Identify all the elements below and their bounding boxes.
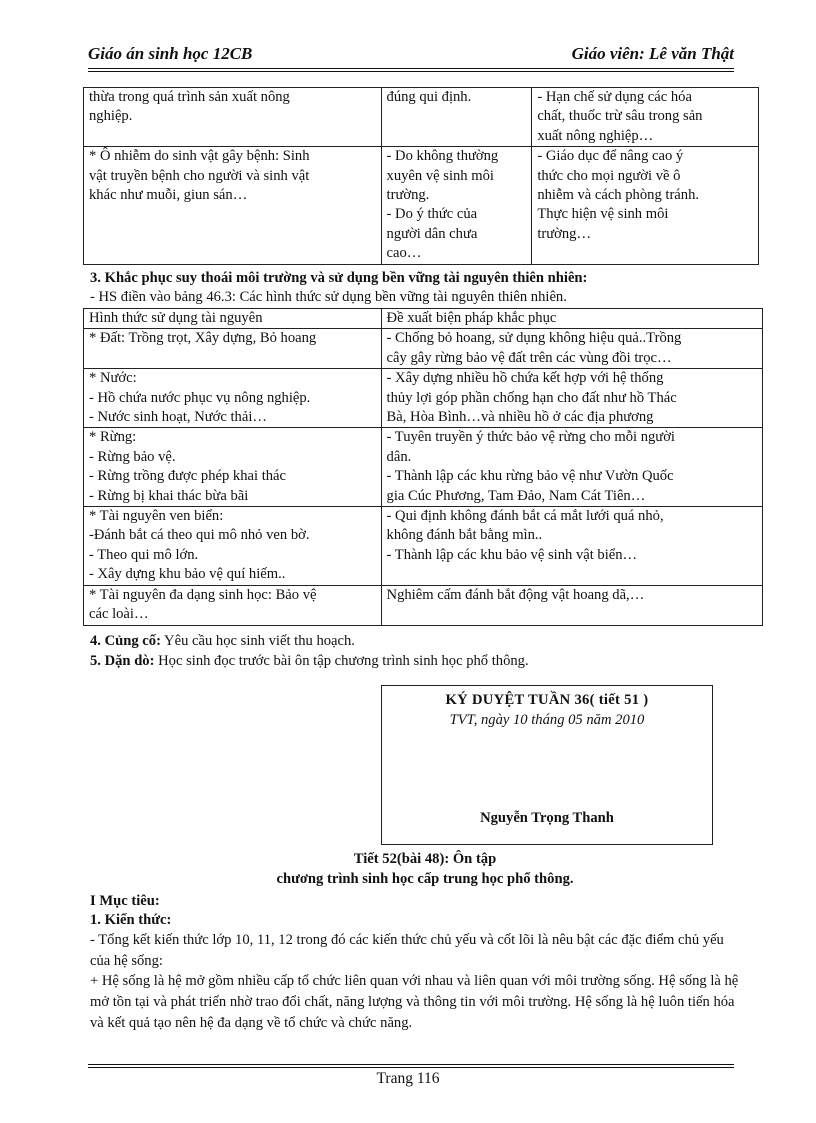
table-cell: [84, 329, 382, 369]
cell-text-line: xuyên vệ sinh môi: [386, 167, 494, 184]
section-3-intro: - HS điền vào bảng 46.3: Các hình thức sử dụng bền vững tài nguyên thiên nhiên.: [90, 289, 567, 305]
pollution-table: [83, 87, 759, 265]
table-cell: [381, 147, 532, 264]
lesson-subtitle: chương trình sinh học cấp trung học phổ thông.: [276, 871, 574, 887]
table-row: [84, 329, 763, 369]
cell-text-line: - Qui định không đánh bắt cá mắt lưới quá nhỏ,: [386, 508, 664, 525]
cell-text-line: * Đất: Trồng trọt, Xây dựng, Bỏ hoang: [89, 330, 317, 347]
cell-text-line: vật truyền bệnh cho người và sinh vật: [89, 167, 310, 184]
table-cell: [381, 428, 762, 507]
table-cell: [381, 88, 532, 147]
page-number: Trang 116: [376, 1070, 440, 1087]
cell-text-line: * Nước:: [89, 370, 137, 387]
cell-text-line: * Rừng:: [89, 429, 137, 446]
approval-box: [381, 685, 713, 845]
cell-text-line: nhiễm và cách phòng tránh.: [537, 187, 700, 204]
cell-text-line: người dân chưa: [386, 225, 478, 242]
table-cell: [84, 147, 382, 264]
cell-text-line: trường…: [537, 225, 592, 242]
cell-text-line: đúng qui định.: [386, 89, 472, 105]
cell-text-line: không đánh bắt bằng mìn..: [386, 527, 543, 544]
cell-text-line: -Đánh bắt cá theo qui mô nhỏ ven bờ.: [89, 527, 310, 544]
cell-text-line: - Chống bỏ hoang, sử dụng không hiệu quả..Trồng: [386, 330, 682, 347]
section-3-title: 3. Khắc phục suy thoái môi trường và sử dụng bền vững tài nguyên thiên nhiên:: [90, 270, 588, 286]
objectives-heading: I Mục tiêu:: [90, 893, 160, 909]
table-header-row: [84, 309, 763, 329]
header-teacher-name: Giáo viên: Lê văn Thật: [571, 44, 734, 63]
approval-date: TVT, ngày 10 tháng 05 năm 2010: [449, 712, 645, 728]
table-cell: [532, 88, 759, 147]
header-lesson-plan-title: Giáo án sinh học 12CB: [88, 44, 253, 63]
cell-text-line: Thực hiện vệ sinh môi: [537, 206, 669, 223]
cell-text-line: thủy lợi góp phần chống hạn cho đất như hồ Thác: [386, 389, 677, 406]
cell-text-line: - Hồ chứa nước phục vụ nông nghiệp.: [89, 389, 311, 406]
table-row: [84, 585, 763, 625]
consolidation-line: [90, 632, 355, 651]
cell-text-line: - Xây dựng khu bảo vệ quí hiếm..: [89, 566, 286, 583]
table-row: [84, 369, 763, 428]
table-row: [84, 88, 759, 147]
table-cell: [84, 507, 382, 586]
cell-text-line: thừa trong quá trình sản xuất nông: [89, 89, 290, 105]
table-cell: [84, 428, 382, 507]
cell-text-line: xuất nông nghiệp…: [537, 127, 654, 144]
cell-text-line: - Theo qui mô lớn.: [89, 546, 199, 563]
table-cell: [381, 507, 762, 586]
table-cell: [84, 585, 382, 625]
cell-text-line: - Rừng bị khai thác bừa bãi: [89, 487, 249, 504]
cell-text-line: nghiệp.: [89, 108, 133, 125]
cell-text-line: - Xây dựng nhiều hồ chứa kết hợp với hệ thống: [386, 370, 664, 387]
table-cell: [532, 147, 759, 264]
cell-text-line: - Hạn chế sử dụng các hóa: [537, 89, 692, 105]
cell-text-line: gia Cúc Phương, Tam Đảo, Nam Cát Tiên…: [386, 487, 646, 504]
cell-text-line: - Tuyên truyền ý thức bảo vệ rừng cho mỗi người: [386, 429, 675, 446]
cell-text-line: - Thành lập các khu bảo vệ sinh vật biển…: [386, 546, 638, 563]
resource-use-table: [83, 308, 763, 626]
lesson-title: Tiết 52(bài 48): Ôn tập: [353, 851, 497, 867]
cell-text-line: dân.: [386, 448, 412, 465]
page-header: [88, 44, 734, 68]
cell-text-line: - Do ý thức của: [386, 206, 478, 223]
table-row: [84, 147, 759, 264]
cell-text-line: - Nước sinh hoạt, Nước thải…: [89, 409, 267, 426]
column-header: Đề xuất biện pháp khắc phục: [381, 309, 762, 329]
consolidation-label: 4. Củng cố:: [90, 633, 161, 649]
knowledge-paragraph-1: - Tổng kết kiến thức lớp 10, 11, 12 trong đó các kiến thức chủ yếu và cốt lõi là nêu bật các đặc điểm chủ yếu của hệ sống:: [90, 932, 724, 969]
cell-text-line: * Tài nguyên đa dạng sinh học: Bảo vệ: [89, 586, 317, 603]
table-cell: [381, 369, 762, 428]
cell-text-line: - Thành lập các khu rừng bảo vệ như Vườn Quốc: [386, 468, 674, 485]
table-cell: [84, 88, 382, 147]
cell-text-line: khác như muỗi, giun sán…: [89, 187, 248, 204]
cell-text-line: chất, thuốc trừ sâu trong sản: [537, 108, 703, 125]
cell-text-line: các loài…: [89, 606, 149, 623]
approval-title: KÝ DUYỆT TUẦN 36( tiết 51 ): [445, 692, 649, 708]
table-cell: [381, 329, 762, 369]
cell-text-line: Bà, Hòa Bình…và nhiều hồ ở các địa phương: [386, 409, 654, 426]
table-cell: [84, 369, 382, 428]
cell-text-line: * Ô nhiễm do sinh vật gây bệnh: Sinh: [89, 148, 310, 165]
cell-text-line: Nghiêm cấm đánh bắt động vật hoang dã,…: [386, 586, 645, 603]
table-row: [84, 507, 763, 586]
footer-rule: [88, 1064, 734, 1068]
homework-text: Học sinh đọc trước bài ôn tập chương trình sinh học phổ thông.: [154, 653, 529, 669]
cell-text-line: thức cho mọi người về ô: [537, 167, 681, 184]
homework-line: [90, 652, 529, 671]
cell-text-line: * Tài nguyên ven biển:: [89, 508, 224, 525]
cell-text-line: - Rừng trồng được phép khai thác: [89, 468, 286, 485]
table-row: [84, 428, 763, 507]
header-rule: [88, 68, 734, 72]
cell-text-line: trường.: [386, 187, 430, 204]
cell-text-line: - Giáo dục để nâng cao ý: [537, 148, 684, 165]
cell-text-line: - Rừng bảo vệ.: [89, 448, 176, 465]
consolidation-text: Yêu cầu học sinh viết thu hoạch.: [160, 633, 355, 649]
homework-label: 5. Dặn dò:: [90, 653, 155, 669]
approver-name: Nguyễn Trọng Thanh: [480, 810, 614, 826]
table-cell: [381, 585, 762, 625]
cell-text-line: cây gây rừng bảo vệ đất trên các vùng đồi trọc…: [386, 349, 672, 366]
cell-text-line: cao…: [386, 245, 422, 262]
knowledge-paragraph-2: + Hệ sống là hệ mở gồm nhiều cấp tổ chức liên quan với nhau và liên quan với môi trường sống. Hệ sống là hệ mở tồn tại và phát triển nhờ trao đổi chất, năng lượng và thông tin với môi trường. Hệ sống là hệ luôn tiến hóa và kết quả tạo nên hệ đa dạng về tổ chức và chức năng.: [90, 973, 739, 1031]
column-header: Hình thức sử dụng tài nguyên: [84, 309, 382, 329]
cell-text-line: - Do không thường: [386, 148, 499, 165]
knowledge-heading: 1. Kiến thức:: [90, 912, 172, 928]
